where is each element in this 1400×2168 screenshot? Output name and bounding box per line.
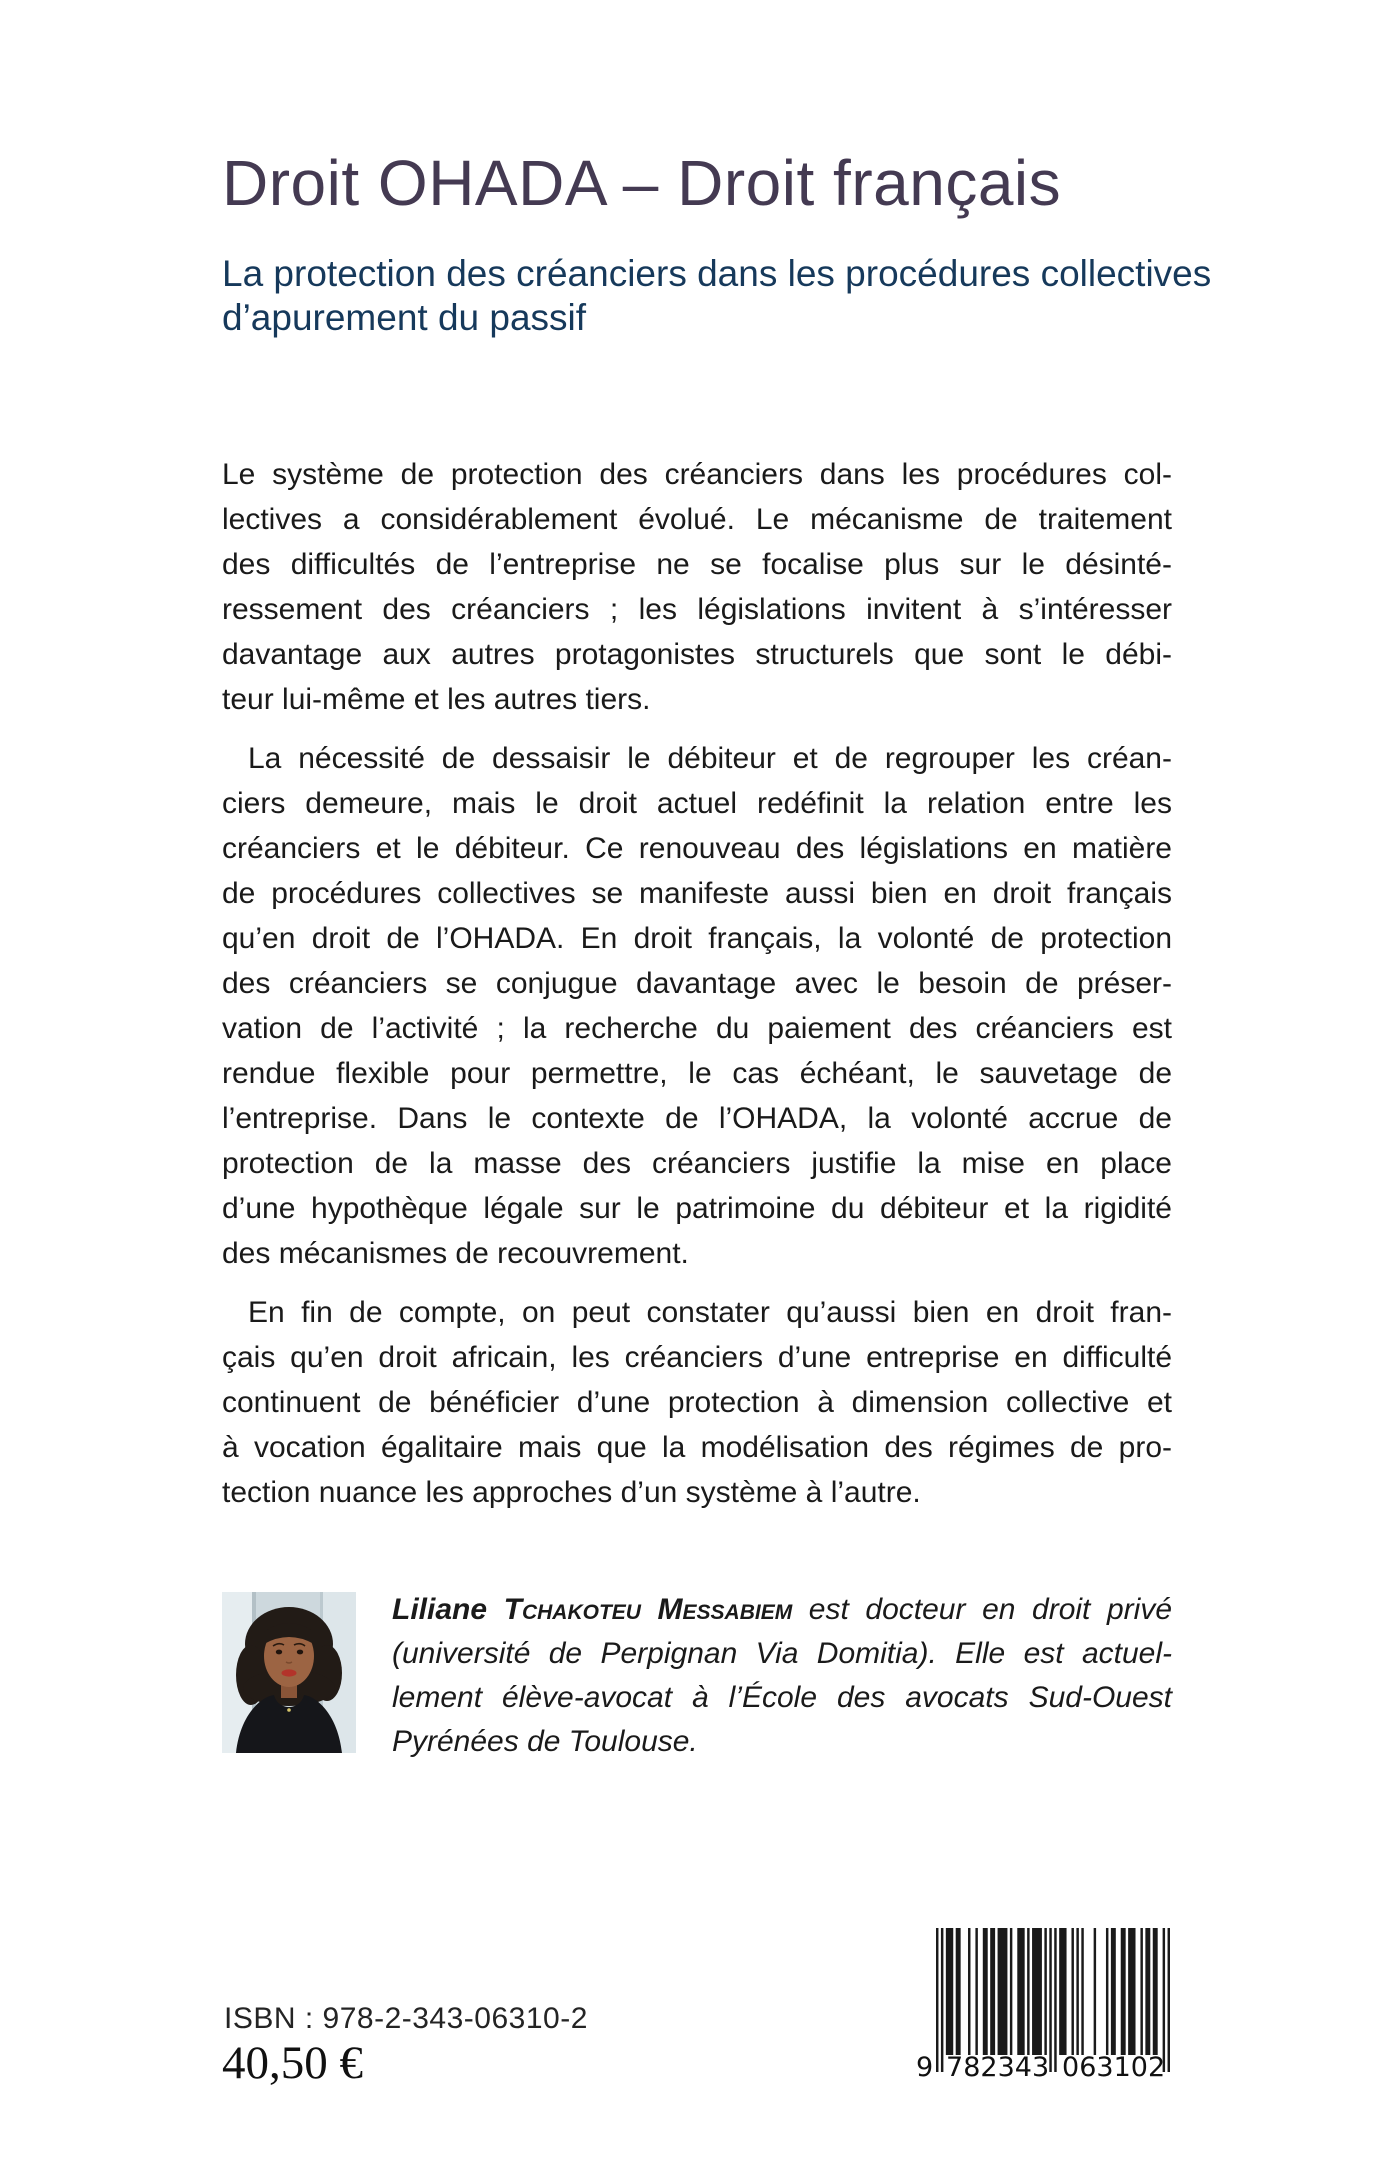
paragraph bbox=[222, 736, 1172, 1276]
paragraph bbox=[222, 1290, 1172, 1515]
book-title: Droit OHADA – Droit français bbox=[222, 147, 1062, 219]
barcode-digit: 3 bbox=[1096, 2052, 1114, 2083]
text-line: de procédures collectives se manifeste aussi bien en droit français bbox=[222, 877, 1172, 910]
paragraph bbox=[222, 452, 1172, 722]
author-photo bbox=[222, 1592, 356, 1753]
author-bio-text: est docteur en droit privé bbox=[792, 1593, 1173, 1626]
book-subtitle bbox=[222, 252, 1211, 340]
text-line: ciers demeure, mais le droit actuel redéfinit la relation entre les bbox=[222, 787, 1172, 820]
author-bio-line bbox=[392, 1720, 1172, 1764]
text-line: des mécanismes de recouvrement. bbox=[222, 1237, 689, 1270]
author-section bbox=[222, 1588, 1172, 1764]
author-bio-line bbox=[392, 1632, 1172, 1676]
barcode-digit: 0 bbox=[1130, 2052, 1148, 2083]
barcode-digit: 3 bbox=[1031, 2052, 1050, 2083]
text-line: qu’en droit de l’OHADA. En droit français, la volonté de protection bbox=[222, 922, 1172, 955]
text-line: ressement des créanciers ; les législations invitent à s’intéresser bbox=[222, 593, 1172, 626]
text-line: des créanciers se conjugue davantage avec le besoin de préser- bbox=[222, 967, 1172, 1000]
barcode-digit: 6 bbox=[1079, 2052, 1097, 2083]
text-line: créanciers et le débiteur. Ce renouveau des législations en matière bbox=[222, 832, 1172, 865]
text-line: davantage aux autres protagonistes structurels que sont le débi- bbox=[222, 638, 1172, 671]
isbn-text: ISBN : 978-2-343-06310-2 bbox=[224, 2002, 588, 2035]
text-line: tection nuance les approches d’un système à l’autre. bbox=[222, 1476, 921, 1509]
text-line: En fin de compte, on peut constater qu’aussi bien en droit fran- bbox=[248, 1296, 1172, 1329]
barcode-digit: 0 bbox=[1062, 2052, 1080, 2083]
price-text: 40,50 € bbox=[222, 2037, 363, 2089]
barcode bbox=[916, 1928, 1173, 2086]
text-line: Le système de protection des créanciers dans les procédures col- bbox=[222, 458, 1172, 491]
barcode-digit: 2 bbox=[980, 2052, 998, 2083]
barcode-digit-group bbox=[916, 2052, 934, 2083]
subtitle-line: La protection des créanciers dans les procédures collectives bbox=[222, 253, 1212, 294]
text-line: teur lui-même et les autres tiers. bbox=[222, 683, 651, 716]
text-line: d’une hypothèque légale sur le patrimoine du débiteur et la rigidité bbox=[222, 1192, 1172, 1225]
text-line: des difficultés de l’entreprise ne se focalise plus sur le désinté- bbox=[222, 548, 1172, 581]
author-bio-text: (université de Perpignan Via Domitia). Elle est actuel- bbox=[392, 1637, 1172, 1670]
author-bio-line bbox=[392, 1588, 1172, 1632]
barcode-digit: 4 bbox=[1014, 2052, 1032, 2083]
barcode-bars bbox=[936, 1928, 1170, 2072]
author-bio bbox=[392, 1588, 1172, 1764]
author-bio-text: lement élève-avocat à l’École des avocats Sud-Ouest bbox=[392, 1681, 1172, 1714]
barcode-digit: 1 bbox=[1113, 2052, 1131, 2083]
text-line: l’entreprise. Dans le contexte de l’OHADA, la volonté accrue de bbox=[222, 1102, 1172, 1135]
text-line: lectives a considérablement évolué. Le mécanisme de traitement bbox=[222, 503, 1172, 536]
barcode-digit: 3 bbox=[997, 2052, 1015, 2083]
text-line: rendue flexible pour permettre, le cas échéant, le sauvetage de bbox=[222, 1057, 1172, 1090]
back-cover-summary bbox=[222, 452, 1172, 1515]
subtitle-line: d’apurement du passif bbox=[222, 297, 587, 338]
barcode-digit: 2 bbox=[1147, 2052, 1166, 2083]
text-line: protection de la masse des créanciers justifie la mise en place bbox=[222, 1147, 1172, 1180]
barcode-digit: 8 bbox=[963, 2052, 981, 2083]
author-name: Liliane bbox=[392, 1593, 504, 1626]
barcode-digit: 9 bbox=[916, 2052, 934, 2083]
barcode-digit-group bbox=[1062, 2052, 1166, 2083]
text-line: La nécessité de dessaisir le débiteur et de regrouper les créan- bbox=[248, 742, 1172, 775]
barcode-digits bbox=[916, 2052, 1173, 2086]
author-bio-text: Pyrénées de Toulouse. bbox=[392, 1725, 698, 1758]
author-name: Tchakoteu Messabiem bbox=[503, 1593, 793, 1626]
author-bio-line bbox=[392, 1676, 1172, 1720]
text-line: vation de l’activité ; la recherche du paiement des créanciers est bbox=[222, 1012, 1172, 1045]
text-line: à vocation égalitaire mais que la modélisation des régimes de pro- bbox=[222, 1431, 1172, 1464]
text-line: çais qu’en droit africain, les créanciers d’une entreprise en difficulté bbox=[222, 1341, 1172, 1374]
text-line: continuent de bénéficier d’une protection à dimension collective et bbox=[222, 1386, 1172, 1419]
barcode-digit-group bbox=[946, 2052, 1050, 2083]
barcode-digit: 7 bbox=[946, 2052, 964, 2083]
